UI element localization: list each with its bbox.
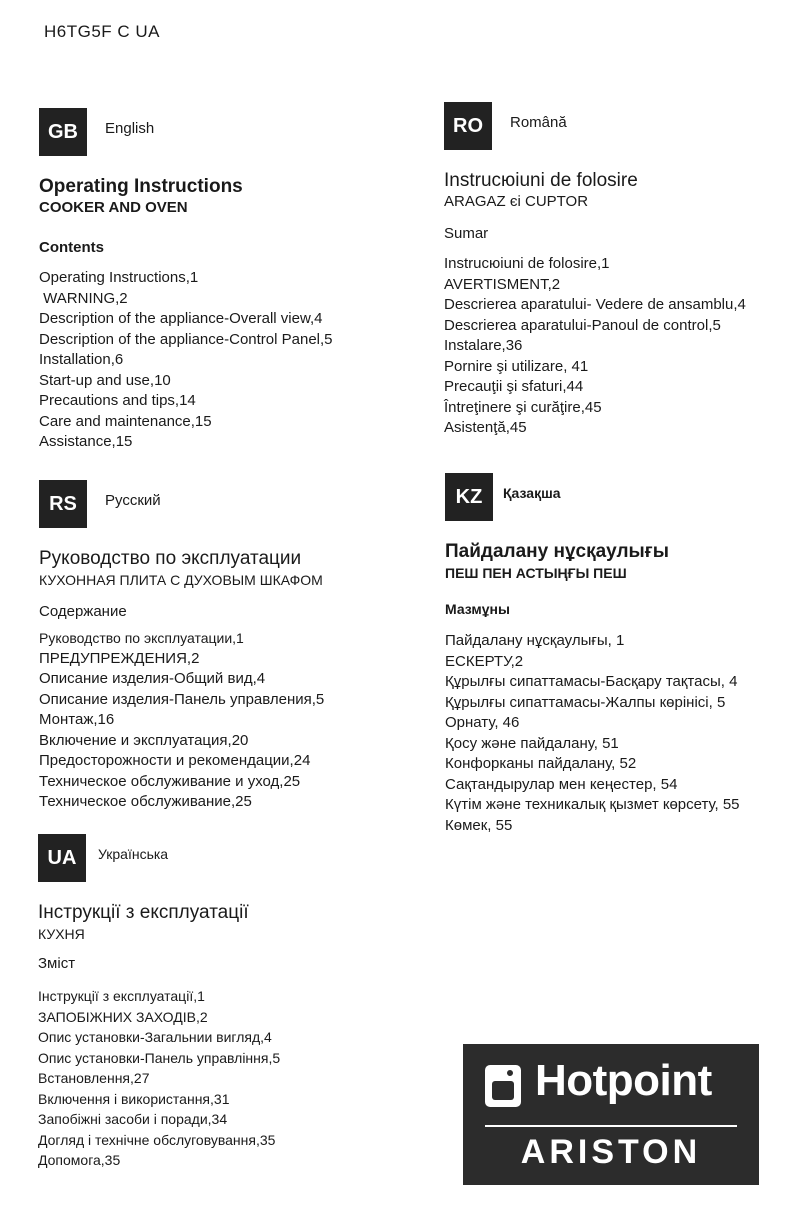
list-item: Asistenţă,45 [444,419,527,436]
language-ro: Română [510,113,567,131]
list-item: Руководство по эксплуатации,1 [39,630,244,646]
section-ro [444,102,746,439]
list-item: Догляд і технічне обслуговування,35 [38,1131,276,1148]
list-item: Допомога,35 [38,1152,121,1168]
contents-heading-rs: Содержание [39,603,127,620]
list-item: Опис установки-Панель управління,5 [38,1049,281,1066]
section-kz [445,473,740,836]
list-item: Включення і використання,31 [38,1090,230,1107]
list-item: Көмек, 55 [445,816,513,834]
language-rs: Русский [105,491,161,509]
contents-heading-kz: Мазмұны [445,601,510,617]
list-item: ЗАПОБІЖНИХ ЗАХОДІВ,2 [38,1008,208,1025]
badge-kz: KZ [445,473,493,521]
list-item: WARNING,2 [39,289,128,307]
list-item: Care and maintenance,15 [39,412,212,430]
hotpoint-ariston-logo [463,1044,759,1185]
contents-heading-ua: Зміст [38,955,76,972]
list-item: Техническое обслуживание,25 [39,793,252,810]
title-ua: Інструкції з експлуатації [38,902,249,923]
list-item: Descrierea aparatului- Vedere de ansamblu,4 [444,296,746,313]
list-item: Întreţinere şi curăţire,45 [444,398,602,416]
badge-gb: GB [39,108,87,156]
section-rs [39,480,324,813]
badge-ua: UA [38,834,86,882]
title-kz: Пайдалану нұсқаулығы [445,541,669,562]
badge-rs: RS [39,480,87,528]
language-kz: Қазақша [503,485,561,501]
list-item: Інструкції з експлуатації,1 [38,988,205,1004]
section-ua [38,834,280,1171]
list-item: Assistance,15 [39,433,133,450]
contents-list-ua [38,986,280,1171]
list-item: Installation,6 [39,351,124,368]
list-item: Предосторожности и рекомендации,24 [39,752,311,769]
subtitle-ua: КУХНЯ [38,926,85,942]
list-item: Description of the appliance-Overall view,4 [39,310,323,327]
list-item: Instalare,36 [444,337,523,354]
contents-list-ro [444,254,746,439]
list-item: Күтім және техникалық қызмет көрсету, 55 [445,796,740,813]
subtitle-kz: ПЕШ ПЕН АСТЫҢҒЫ ПЕШ [445,565,627,581]
list-item: Құрылғы сипаттамасы-Жалпы көрінісі, 5 [445,693,726,711]
list-item: Precauţii şi sfaturi,44 [444,378,584,395]
list-item: Descrierea aparatului-Panoul de control,5 [444,316,721,334]
contents-heading-gb: Contents [39,239,104,256]
contents-heading-ro: Sumar [444,225,489,242]
logo-divider [485,1125,737,1127]
list-item: Орнату, 46 [445,714,520,731]
subtitle-ro: ARAGAZ єі CUPTOR [444,193,589,210]
contents-list-gb [39,268,333,453]
list-item: Precautions and tips,14 [39,392,196,409]
list-item: Қосу және пайдалану, 51 [445,734,619,752]
list-item: Встановлення,27 [38,1070,150,1086]
list-item: Включение и эксплуатация,20 [39,731,249,749]
title-ro: Instrucюiuni de folosire [444,170,638,191]
model-number: H6TG5F C UA [44,22,161,41]
badge-ro: RO [444,102,492,150]
list-item: Құрылғы сипаттамасы-Басқару тақтасы, 4 [445,673,738,690]
list-item: ЕСКЕРТУ,2 [445,652,524,670]
contents-list-rs [39,628,324,813]
list-item: AVERTISMENT,2 [444,275,561,293]
list-item: Запобіжні засоби і поради,34 [38,1111,228,1127]
list-item: Техническое обслуживание и уход,25 [39,772,301,790]
list-item: Description of the appliance-Control Panel,5 [39,330,333,348]
brand-ariston: ARISTON [520,1133,702,1171]
list-item: Instrucюiuni de folosire,1 [444,255,610,272]
contents-list-kz [445,631,740,836]
hotpoint-logo-icon [485,1065,521,1107]
list-item: Конфорканы пайдалану, 52 [445,755,637,772]
list-item: Сақтандырулар мен кеңестер, 54 [445,775,678,793]
list-item: Pornire şi utilizare, 41 [444,357,589,375]
subtitle-gb: COOKER AND OVEN [39,199,188,216]
list-item: Опис установки-Загальнии вигляд,4 [38,1029,272,1045]
list-item: Пайдалану нұсқаулығы, 1 [445,632,625,649]
list-item: ПРЕДУПРЕЖДЕНИЯ,2 [39,649,200,667]
subtitle-rs: КУХОННАЯ ПЛИТА С ДУХОВЫМ ШКАФОМ [39,572,323,588]
language-gb: English [105,119,155,137]
list-item: Описание изделия-Панель управления,5 [39,690,325,708]
list-item: Описание изделия-Общий вид,4 [39,670,266,687]
brand-hotpoint: Hotpoint [535,1056,712,1105]
language-ua: Українська [98,846,169,862]
list-item: Start-up and use,10 [39,371,171,389]
title-gb: Operating Instructions [39,176,243,197]
title-rs: Руководство по эксплуатации [39,548,302,569]
list-item: Монтаж,16 [39,711,115,728]
list-item: Operating Instructions,1 [39,269,199,286]
section-gb [39,108,333,453]
